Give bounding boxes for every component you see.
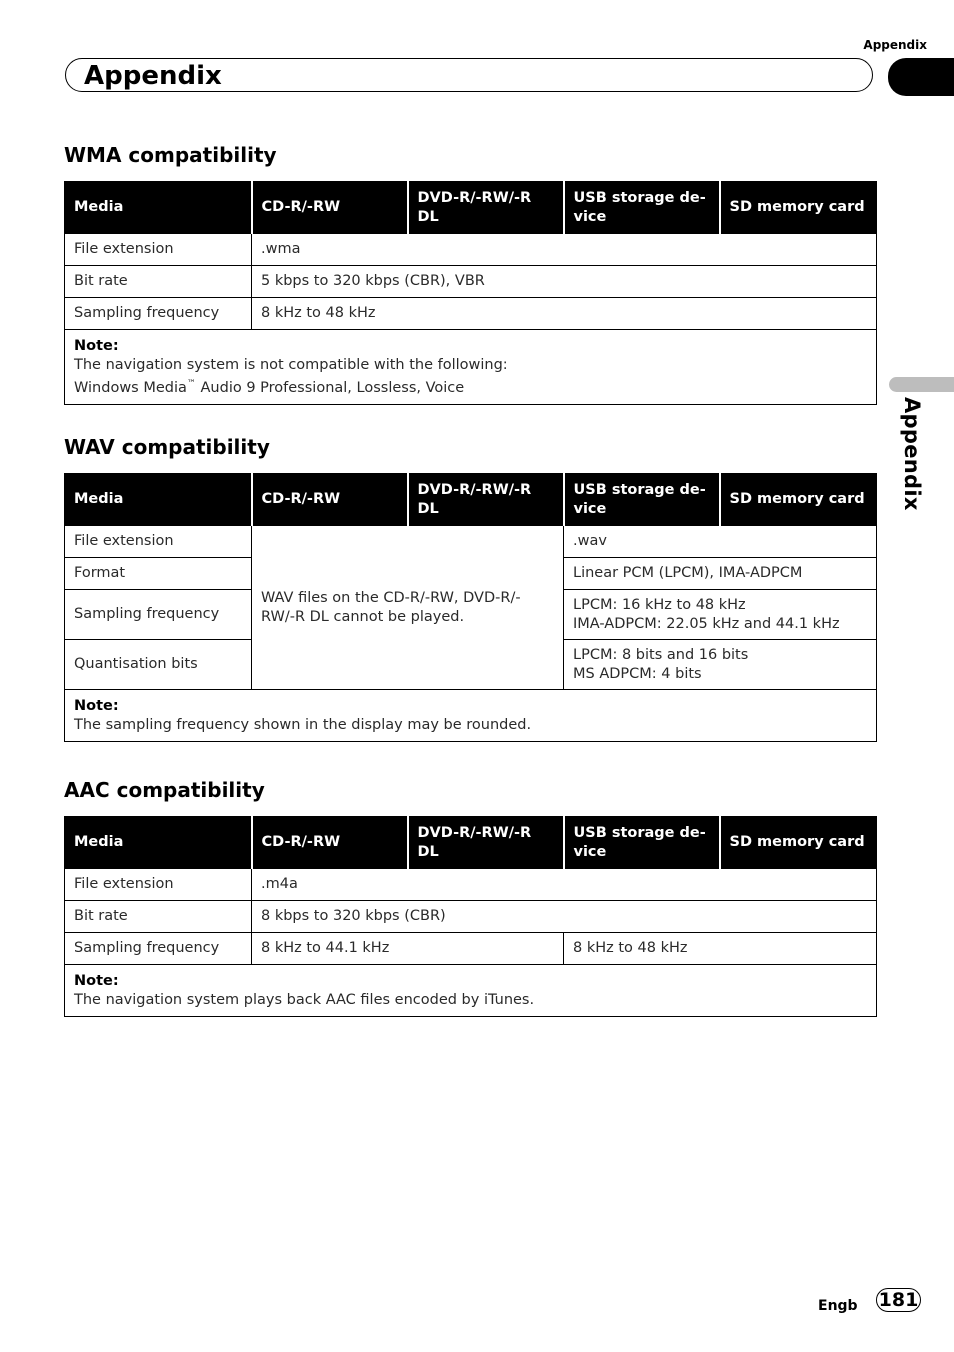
cell-value: .wma xyxy=(252,234,877,266)
note-text: The navigation system is not compatible with the following: xyxy=(74,357,508,373)
wma-table xyxy=(64,181,877,405)
note-row xyxy=(65,965,877,1017)
table-row xyxy=(65,933,877,965)
footer-language: Engb xyxy=(818,1298,858,1314)
note-text: Windows Media xyxy=(74,379,187,396)
row-label: File extension xyxy=(65,526,252,558)
column-header: DVD-R/-RW/-R DL xyxy=(408,182,564,234)
note-label: Note: xyxy=(74,973,119,989)
column-header: SD memory card xyxy=(720,817,877,869)
note-row xyxy=(65,330,877,405)
table-row xyxy=(65,298,877,330)
cell-value: 8 kHz to 48 kHz xyxy=(252,298,877,330)
column-header: USB storage de-vice xyxy=(564,817,720,869)
value-line: LPCM: 16 kHz to 48 kHz xyxy=(573,596,746,613)
column-header: CD-R/-RW xyxy=(252,182,408,234)
column-header: USB storage de-vice xyxy=(564,182,720,234)
row-label: Bit rate xyxy=(65,901,252,933)
row-label: Sampling frequency xyxy=(65,933,252,965)
wav-table xyxy=(64,473,877,742)
column-header: CD-R/-RW xyxy=(252,474,408,526)
row-label: Bit rate xyxy=(65,266,252,298)
trademark-symbol: ™ xyxy=(186,379,196,389)
note-text: The navigation system plays back AAC files encoded by iTunes. xyxy=(74,992,535,1008)
note-row xyxy=(65,690,877,742)
cell-value xyxy=(564,640,877,690)
table-row xyxy=(65,266,877,298)
table-row xyxy=(65,234,877,266)
cell-value: .m4a xyxy=(252,869,877,901)
cell-value xyxy=(564,590,877,640)
column-header: Media xyxy=(65,817,252,869)
value-line: MS ADPCM: 4 bits xyxy=(573,665,702,682)
row-label: Sampling frequency xyxy=(65,298,252,330)
column-header: USB storage de-vice xyxy=(564,474,720,526)
table-row xyxy=(65,901,877,933)
page-title: Appendix xyxy=(84,61,222,91)
column-header: DVD-R/-RW/-R DL xyxy=(408,817,564,869)
row-label: File extension xyxy=(65,869,252,901)
table-header-row xyxy=(65,182,877,234)
column-header: DVD-R/-RW/-R DL xyxy=(408,474,564,526)
wma-heading: WMA compatibility xyxy=(64,143,277,167)
table-header-row xyxy=(65,474,877,526)
table-row xyxy=(65,526,877,558)
column-header: SD memory card xyxy=(720,182,877,234)
note-cell xyxy=(65,330,877,405)
cell-value: 5 kbps to 320 kbps (CBR), VBR xyxy=(252,266,877,298)
note-cell xyxy=(65,690,877,742)
column-header: SD memory card xyxy=(720,474,877,526)
side-tab-label: Appendix xyxy=(900,397,924,511)
row-label: Sampling frequency xyxy=(65,590,252,640)
row-label: Quantisation bits xyxy=(65,640,252,690)
section-tab-marker xyxy=(888,58,954,96)
cell-value: 8 kHz to 44.1 kHz xyxy=(252,933,564,965)
running-head: Appendix xyxy=(863,38,927,52)
table-header-row xyxy=(65,817,877,869)
cell-value: .wav xyxy=(564,526,877,558)
cell-value: 8 kHz to 48 kHz xyxy=(564,933,877,965)
table-row xyxy=(65,869,877,901)
column-header: CD-R/-RW xyxy=(252,817,408,869)
note-text: Audio 9 Professional, Lossless, Voice xyxy=(195,379,465,396)
column-header: Media xyxy=(65,182,252,234)
note-cell xyxy=(65,965,877,1017)
side-tab xyxy=(887,397,937,517)
column-header: Media xyxy=(65,474,252,526)
aac-table xyxy=(64,816,877,1017)
value-line: LPCM: 8 bits and 16 bits xyxy=(573,646,749,663)
row-label: File extension xyxy=(65,234,252,266)
note-text: The sampling frequency shown in the display may be rounded. xyxy=(74,717,532,733)
wav-heading: WAV compatibility xyxy=(64,435,270,459)
disc-note-cell: WAV files on the CD-R/-RW, DVD-R/-RW/-R DL cannot be played. xyxy=(252,526,564,690)
row-label: Format xyxy=(65,558,252,590)
note-label: Note: xyxy=(74,698,119,714)
note-label: Note: xyxy=(74,338,119,354)
page-number: 181 xyxy=(876,1288,921,1312)
value-line: IMA-ADPCM: 22.05 kHz and 44.1 kHz xyxy=(573,615,840,632)
side-tab-marker xyxy=(889,377,954,392)
aac-heading: AAC compatibility xyxy=(64,778,265,802)
cell-value: Linear PCM (LPCM), IMA-ADPCM xyxy=(564,558,877,590)
cell-value: 8 kbps to 320 kbps (CBR) xyxy=(252,901,877,933)
